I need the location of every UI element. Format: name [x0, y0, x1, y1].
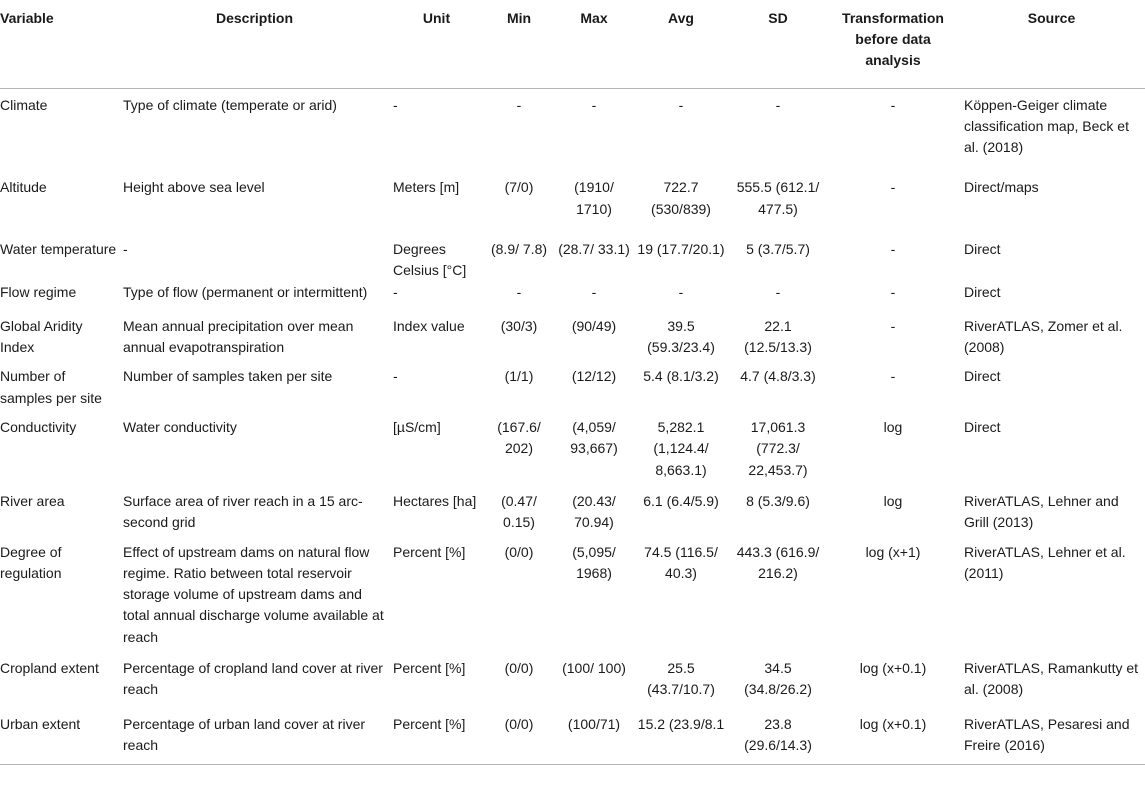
cell-unit: -: [393, 283, 398, 300]
cell-source: RiverATLAS, Lehner et al. (2011): [964, 543, 1126, 581]
cell-sd: 17,061.3 (772.3/ 22,453.7): [748, 419, 808, 478]
cell-transformation: -: [890, 96, 896, 113]
cell-transformation: -: [890, 179, 896, 196]
header-source: Source: [958, 0, 1145, 88]
header-variable: Variable: [0, 0, 120, 88]
cell-source: RiverATLAS, Zomer et al. (2008): [964, 317, 1123, 356]
cell-sd: 443.3 (616.9/ 216.2): [736, 543, 820, 581]
cell-variable: Altitude: [0, 179, 47, 196]
cell-sd: 34.5 (34.8/26.2): [744, 660, 812, 698]
cell-description: Height above sea level: [123, 179, 265, 196]
cell-variable: Water temperature: [0, 240, 117, 257]
cell-unit: Hectares [ha]: [393, 492, 477, 509]
cell-avg: 19 (17.7/20.1): [637, 240, 725, 257]
header-sd: SD: [728, 0, 828, 88]
cell-description: Mean annual precipitation over mean annual evapotranspiration: [123, 317, 354, 356]
cell-max: (20.43/ 70.94): [572, 492, 616, 531]
cell-transformation: log (x+0.1): [828, 706, 958, 765]
cell-unit: Percent [%]: [393, 660, 466, 677]
table-row: [0, 409, 1145, 483]
table-row: [0, 169, 1145, 231]
cell-unit: Percent [%]: [393, 543, 466, 560]
cell-avg: 5.4 (8.1/3.2): [643, 368, 719, 385]
cell-description: Water conductivity: [123, 419, 237, 436]
cell-variable: Cropland extent: [0, 660, 99, 677]
cell-source: RiverATLAS, Pesaresi and Freire (2016): [958, 706, 1145, 765]
cell-avg: 25.5 (43.7/10.7): [647, 660, 715, 698]
cell-variable: Climate: [0, 96, 48, 113]
cell-source: RiverATLAS, Ramankutty et al. (2008): [964, 660, 1139, 698]
cell-avg: 722.7 (530/839): [651, 179, 711, 217]
cell-max: (12/12): [571, 368, 617, 385]
cell-min: -: [516, 283, 522, 300]
cell-source: Direct: [964, 240, 1001, 257]
cell-source: Direct/maps: [964, 179, 1039, 196]
cell-avg: -: [678, 283, 684, 300]
header-description: Description: [120, 0, 389, 88]
cell-source: Direct: [964, 419, 1001, 436]
cell-max: (1910/ 1710): [574, 179, 614, 217]
cell-min: -: [516, 96, 522, 113]
cell-max: (28.7/ 33.1): [558, 240, 630, 257]
cell-description: Percentage of urban land cover at river reach: [120, 706, 389, 765]
cell-min: (7/0): [504, 179, 534, 196]
cell-min: (1/1): [504, 368, 534, 385]
cell-max: (5,095/ 1968): [572, 543, 616, 581]
cell-source: Direct: [964, 283, 1001, 300]
cell-min: (0/0): [504, 543, 534, 560]
cell-max: -: [591, 283, 597, 300]
cell-min: (0/0): [504, 660, 534, 677]
cell-sd: 23.8 (29.6/14.3): [728, 706, 828, 765]
cell-description: Surface area of river reach in a 15 arc-second grid: [123, 492, 363, 531]
cell-avg: 5,282.1 (1,124.4/ 8,663.1): [653, 419, 709, 478]
cell-variable: Flow regime: [0, 283, 77, 300]
table-row: [0, 231, 1145, 282]
cell-transformation: log (x+1): [865, 543, 921, 560]
cell-variable: Conductivity: [0, 419, 77, 436]
cell-min: (0.47/ 0.15): [501, 492, 537, 531]
cell-transformation: log: [883, 492, 903, 509]
cell-transformation: log: [883, 419, 903, 436]
header-row: [0, 0, 1145, 88]
cell-max: (100/71): [554, 706, 634, 765]
header-transformation: Transformation before data analysis: [828, 0, 958, 88]
cell-min: (30/3): [500, 317, 538, 334]
cell-min: (0/0): [484, 706, 554, 765]
cell-unit: Meters [m]: [393, 179, 460, 196]
cell-avg: 74.5 (116.5/ 40.3): [644, 543, 718, 581]
cell-source: Direct: [964, 368, 1001, 385]
header-max: Max: [554, 0, 634, 88]
cell-unit: -: [393, 368, 398, 385]
cell-sd: -: [775, 283, 781, 300]
cell-sd: -: [775, 96, 781, 113]
cell-source: Köppen-Geiger climate classification map, Beck et al. (2018): [964, 96, 1129, 156]
cell-sd: 5 (3.7/5.7): [746, 240, 810, 257]
cell-avg: 6.1 (6.4/5.9): [643, 492, 719, 509]
cell-max: (100/ 100): [562, 660, 626, 677]
table-row: [0, 706, 1145, 765]
cell-max: (4,059/ 93,667): [570, 419, 618, 457]
cell-sd: 8 (5.3/9.6): [746, 492, 810, 509]
cell-variable: Degree of regulation: [0, 543, 62, 581]
table-row: [0, 308, 1145, 359]
table-header: [0, 0, 1145, 88]
cell-min: (167.6/ 202): [497, 419, 541, 457]
cell-max: (90/49): [571, 317, 617, 334]
cell-transformation: -: [890, 240, 896, 257]
cell-transformation: -: [890, 368, 896, 385]
cell-unit: Index value: [393, 317, 465, 334]
cell-variable: Number of samples per site: [0, 368, 102, 406]
cell-source: RiverATLAS, Lehner and Grill (2013): [964, 492, 1119, 531]
cell-transformation: -: [890, 283, 896, 300]
table-row: [0, 534, 1145, 650]
header-unit: Unit: [389, 0, 484, 88]
cell-unit: Percent [%]: [389, 706, 484, 765]
cell-max: -: [591, 96, 597, 113]
cell-avg: 39.5 (59.3/23.4): [647, 317, 715, 356]
cell-transformation: log (x+0.1): [859, 660, 927, 677]
cell-min: (8.9/ 7.8): [490, 240, 548, 257]
cell-variable: Urban extent: [0, 706, 120, 765]
cell-variable: Global Aridity Index: [0, 317, 83, 356]
table-body: [0, 88, 1145, 765]
cell-variable: River area: [0, 492, 65, 509]
cell-sd: 22.1 (12.5/13.3): [744, 317, 812, 356]
cell-description: Percentage of cropland land cover at river reach: [123, 660, 383, 698]
cell-sd: 4.7 (4.8/3.3): [740, 368, 816, 385]
cell-sd: 555.5 (612.1/ 477.5): [736, 179, 820, 217]
cell-avg: -: [678, 96, 684, 113]
cell-description: Type of climate (temperate or arid): [123, 96, 337, 113]
cell-avg: 15.2 (23.9/8.1: [634, 706, 728, 765]
table-row: [0, 483, 1145, 534]
cell-description: Effect of upstream dams on natural flow regime. Ratio between total reservoir storage volume of upstream dams and total annual discharge volume available at reach: [123, 543, 384, 645]
cell-unit: -: [393, 96, 398, 113]
cell-unit: [µS/cm]: [393, 419, 441, 436]
table-row: [0, 650, 1145, 706]
header-min: Min: [484, 0, 554, 88]
table-row: [0, 282, 1145, 308]
header-avg: Avg: [634, 0, 728, 88]
cell-description: Type of flow (permanent or intermittent): [123, 283, 368, 300]
cell-unit: Degrees Celsius [°C]: [393, 240, 467, 279]
table-row: [0, 358, 1145, 409]
table-row: [0, 88, 1145, 169]
cell-transformation: -: [890, 317, 896, 334]
cell-description: Number of samples taken per site: [123, 368, 333, 385]
cell-description: -: [123, 240, 128, 257]
